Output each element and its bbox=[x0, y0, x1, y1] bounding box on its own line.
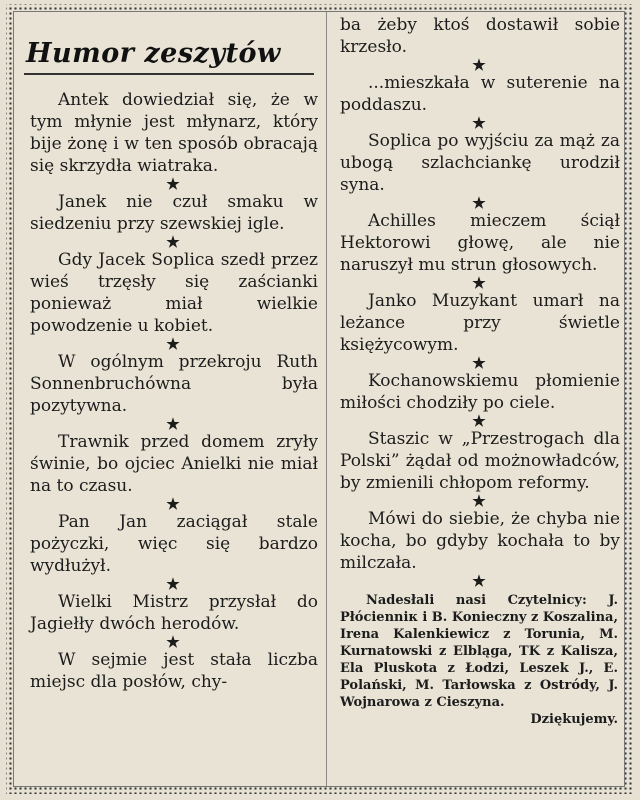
star-separator: ★ bbox=[472, 354, 486, 372]
left-joke-list bbox=[22, 89, 324, 693]
star-separator: ★ bbox=[166, 233, 180, 251]
right-joke-list bbox=[332, 58, 626, 588]
joke-item: Trawnik przed domem zryły świnie, bo ojciec Anielki nie miał na to czasu. bbox=[30, 432, 318, 496]
star-separator: ★ bbox=[166, 633, 180, 651]
joke-item: Mówi do siebie, że chyba nie kocha, bo gdyby kochała to by milczała. bbox=[340, 509, 620, 573]
star-separator: ★ bbox=[166, 335, 180, 353]
joke-item: W ogólnym przekroju Ruth Sonnenbruchówna była pozytywna. bbox=[30, 352, 318, 416]
star-separator: ★ bbox=[166, 575, 180, 593]
joke-item: Soplica po wyjściu za mąż za ubogą szlachciankę urodził syna. bbox=[340, 131, 620, 195]
star-separator: ★ bbox=[472, 274, 486, 292]
star-separator: ★ bbox=[472, 492, 486, 510]
joke-item: W sejmie jest stała liczba miejsc dla posłów, chy- bbox=[30, 650, 318, 692]
joke-item: ...mieszkała w suterenie na poddaszu. bbox=[340, 73, 620, 115]
article-title: Humor zeszytów bbox=[26, 38, 281, 69]
column-divider bbox=[326, 12, 327, 786]
star-separator: ★ bbox=[166, 175, 180, 193]
left-column bbox=[22, 12, 324, 786]
star-separator: ★ bbox=[472, 56, 486, 74]
joke-item: Staszic w „Przestrogach dla Polski” żądał od możnowładców, by zmienili chłopom reformy. bbox=[340, 429, 620, 493]
thanks-text: Dziękujemy. bbox=[530, 712, 618, 727]
page-frame bbox=[6, 4, 632, 794]
joke-item: Gdy Jacek Soplica szedł przez wieś trzęsły się zaścianki ponieważ miał wielkie powodzenie u kobiet. bbox=[30, 250, 318, 336]
star-separator: ★ bbox=[472, 572, 486, 590]
right-column bbox=[332, 12, 626, 786]
star-separator: ★ bbox=[472, 412, 486, 430]
star-separator: ★ bbox=[472, 114, 486, 132]
joke-item: Janko Muzykant umarł na leżance przy świetle księżycowym. bbox=[340, 291, 620, 355]
star-separator: ★ bbox=[166, 495, 180, 513]
joke-item: Janek nie czuł smaku w siedzeniu przy szewskiej igle. bbox=[30, 192, 318, 234]
joke-item: Kochanowskiemu płomienie miłości chodziły po ciele. bbox=[340, 371, 620, 413]
joke-item: Achilles mieczem ściął Hektorowi głowę, ale nie naruszył mu strun głosowych. bbox=[340, 211, 620, 275]
credits-text: Nadesłali nasi Czytelnicy: J. Płócienniк i B. Konieczny z Koszalina, Irena Kalenkiewicz z Torunia, M. Kurnatowski z Elbląga, TK z Kalisza, Ela Pluskota z Łodzi, Leszek J., E. Polański, M. Tarłowska z Ostródy, J. Wojnarowa z Cieszyna. bbox=[340, 593, 619, 710]
joke-item: Antek dowiedział się, że w tym młynie jest młynarz, który bije żonę i w ten sposób obracają się skrzydła wiatraka. bbox=[30, 90, 318, 176]
joke-item: Pan Jan zaciągał stale pożyczki, więc się bardzo wydłużył. bbox=[30, 512, 318, 576]
article-box bbox=[13, 11, 625, 787]
credits bbox=[332, 592, 626, 727]
title-underline bbox=[24, 73, 314, 75]
star-separator: ★ bbox=[472, 194, 486, 212]
star-separator: ★ bbox=[166, 415, 180, 433]
joke-continuation: ba żeby ktoś dostawił sobie krzesło. bbox=[340, 15, 620, 57]
joke-item: Wielki Mistrz przysłał do Jagiełły dwóch herodów. bbox=[30, 592, 318, 634]
